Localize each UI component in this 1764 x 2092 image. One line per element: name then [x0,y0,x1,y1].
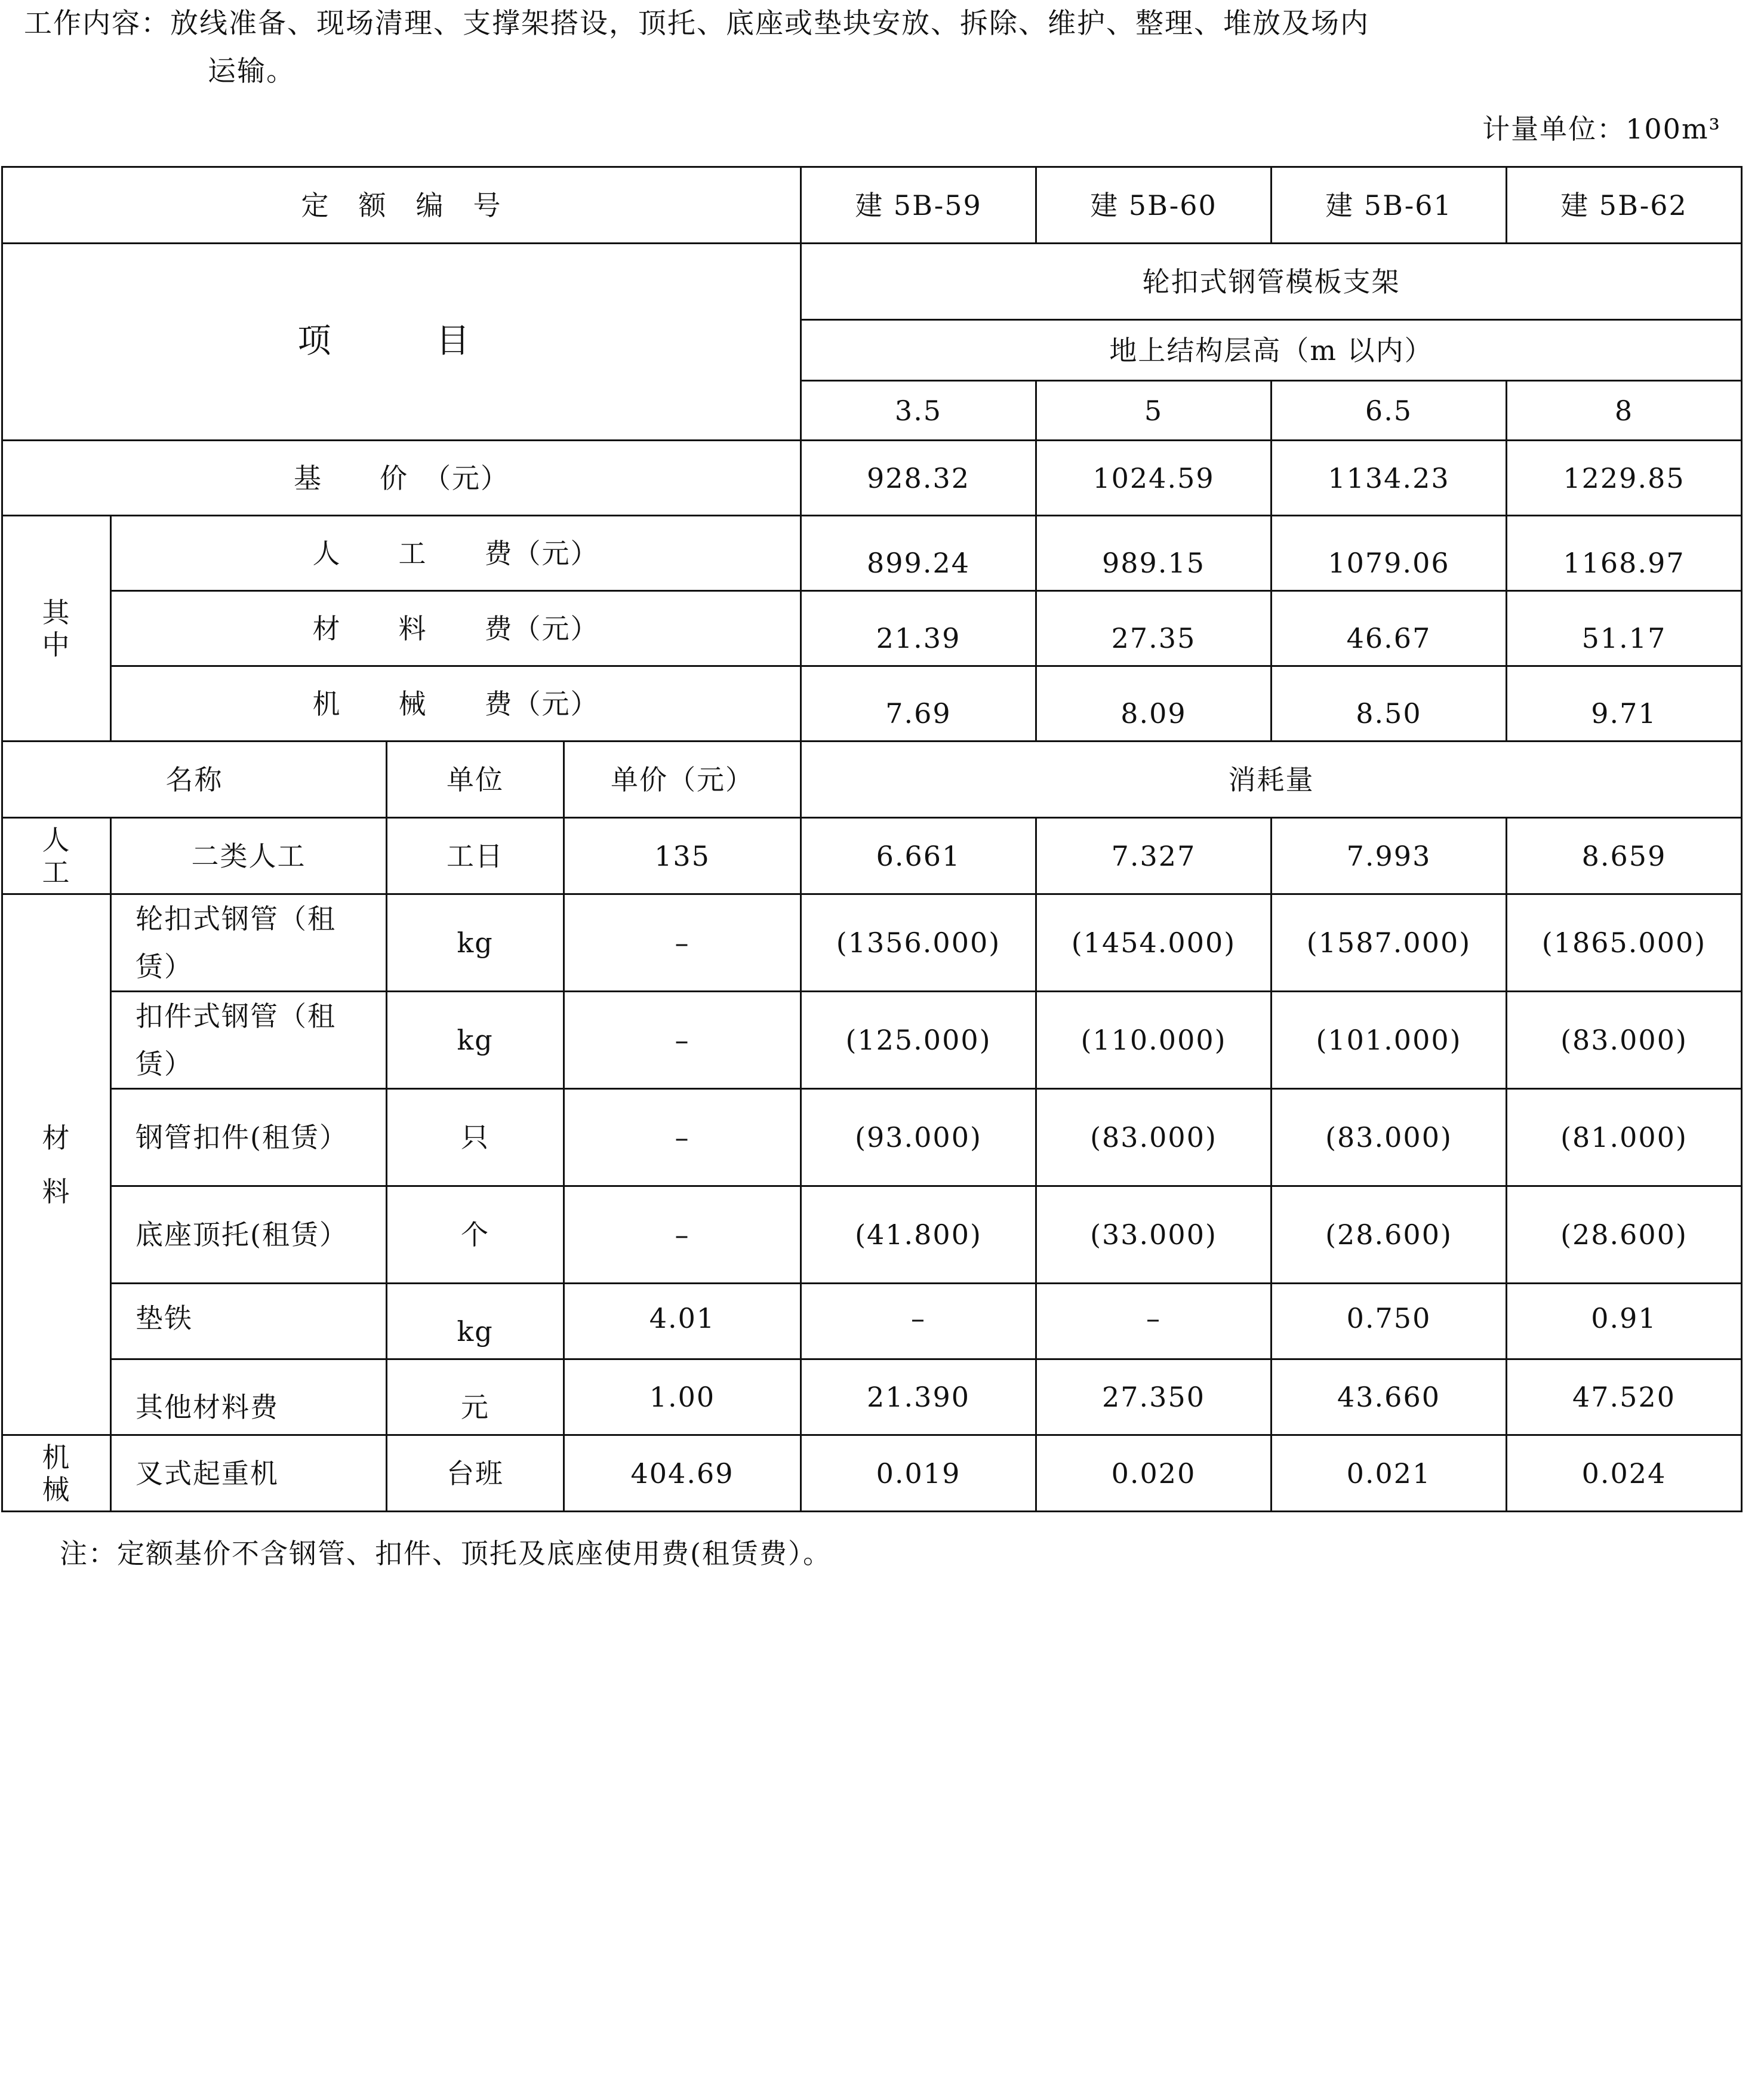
material-consumption: (93.000) [801,1089,1036,1186]
material-consumption: (83.000) [1272,1089,1507,1186]
material-consumption: 27.350 [1036,1359,1272,1435]
height-value: 6.5 [1272,381,1507,441]
material-consumption: 21.390 [801,1359,1036,1435]
column-header-unit: 单位 [387,742,564,818]
quota-code: 建 5B-62 [1507,167,1742,244]
material-consumption: (28.600) [1272,1186,1507,1284]
labor-consumption: 7.327 [1036,818,1272,894]
material-price: – [564,1186,801,1284]
machine-group-label: 机械 [2,1435,111,1512]
material-consumption: (83.000) [1036,1089,1272,1186]
material-name: 轮扣式钢管（租赁） [111,894,387,992]
material-consumption: (110.000) [1036,992,1272,1089]
base-price: 928.32 [801,441,1036,516]
measurement-unit: 计量单位：100m³ [1482,113,1721,145]
material-row [2,1089,1742,1186]
labor-row [2,818,1742,894]
machine-consumption: 0.024 [1507,1435,1742,1512]
material-group-label: 材料 [2,894,111,1435]
machine-cost: 9.71 [1507,666,1742,742]
qizhong-label: 其中 [2,516,111,742]
column-header-row [2,742,1742,818]
material-consumption: 43.660 [1272,1359,1507,1435]
material-price: – [564,894,801,992]
material-consumption: (125.000) [801,992,1036,1089]
material-name: 底座顶托(租赁） [111,1186,387,1284]
material-price: 4.01 [564,1284,801,1359]
material-consumption: 0.91 [1507,1284,1742,1359]
footnote: 注：定额基价不含钢管、扣件、顶托及底座使用费(租赁费）。 [60,1537,832,1570]
material-unit: kg [387,894,564,992]
material-row [2,992,1742,1089]
material-row [2,1186,1742,1284]
material-consumption: (1454.000) [1036,894,1272,992]
labor-name: 二类人工 [111,818,387,894]
material-unit: 个 [387,1186,564,1284]
material-cost-row [2,591,1742,666]
base-price: 1024.59 [1036,441,1272,516]
material-unit: kg [387,1284,564,1359]
material-consumption: (33.000) [1036,1186,1272,1284]
labor-group-label: 人工 [2,818,111,894]
item-label: 项 目 [2,244,801,441]
material-consumption: (41.800) [801,1186,1036,1284]
column-header-price: 单价（元） [564,742,801,818]
material-consumption: (1356.000) [801,894,1036,992]
height-value: 5 [1036,381,1272,441]
labor-price: 135 [564,818,801,894]
material-consumption: (1587.000) [1272,894,1507,992]
machine-cost: 7.69 [801,666,1036,742]
material-unit: 元 [387,1359,564,1435]
machine-consumption: 0.021 [1272,1435,1507,1512]
material-row [2,1284,1742,1359]
material-consumption: 47.520 [1507,1359,1742,1435]
height-label: 地上结构层高（m 以内） [801,320,1742,381]
material-row [2,894,1742,992]
material-consumption: 0.750 [1272,1284,1507,1359]
machine-name: 叉式起重机 [111,1435,387,1512]
quota-code-row [2,167,1742,244]
labor-cost-row [2,516,1742,591]
material-cost-label: 材 料 费（元） [111,591,801,666]
height-value: 8 [1507,381,1742,441]
machine-cost-label: 机 械 费（元） [111,666,801,742]
labor-cost: 989.15 [1036,516,1272,591]
quota-table [1,166,1743,1512]
machine-unit: 台班 [387,1435,564,1512]
column-header-name: 名称 [2,742,387,818]
quota-code: 建 5B-59 [801,167,1036,244]
labor-consumption: 6.661 [801,818,1036,894]
labor-cost: 899.24 [801,516,1036,591]
material-consumption: – [801,1284,1036,1359]
column-header-consumption: 消耗量 [801,742,1742,818]
labor-unit: 工日 [387,818,564,894]
material-consumption: (83.000) [1507,992,1742,1089]
machine-cost: 8.50 [1272,666,1507,742]
base-price: 1134.23 [1272,441,1507,516]
material-row [2,1359,1742,1435]
base-price-label: 基 价 （元） [2,441,801,516]
machine-cost-row [2,666,1742,742]
labor-consumption: 7.993 [1272,818,1507,894]
labor-cost: 1079.06 [1272,516,1507,591]
material-name: 钢管扣件(租赁） [111,1089,387,1186]
quota-code: 建 5B-61 [1272,167,1507,244]
machine-consumption: 0.019 [801,1435,1036,1512]
material-consumption: (101.000) [1272,992,1507,1089]
material-consumption: (28.600) [1507,1186,1742,1284]
machine-cost: 8.09 [1036,666,1272,742]
base-price: 1229.85 [1507,441,1742,516]
work-content [24,0,1743,96]
material-unit: 只 [387,1089,564,1186]
category-label: 轮扣式钢管模板支架 [801,244,1742,320]
material-unit: kg [387,992,564,1089]
labor-consumption: 8.659 [1507,818,1742,894]
machine-row [2,1435,1742,1512]
material-cost: 51.17 [1507,591,1742,666]
material-name: 其他材料费 [111,1359,387,1435]
quota-code: 建 5B-60 [1036,167,1272,244]
material-consumption: (81.000) [1507,1089,1742,1186]
labor-cost: 1168.97 [1507,516,1742,591]
material-cost: 21.39 [801,591,1036,666]
machine-consumption: 0.020 [1036,1435,1272,1512]
material-cost: 27.35 [1036,591,1272,666]
material-price: – [564,992,801,1089]
material-price: 1.00 [564,1359,801,1435]
material-consumption: (1865.000) [1507,894,1742,992]
material-consumption: – [1036,1284,1272,1359]
material-name: 垫铁 [111,1284,387,1359]
base-price-row [2,441,1742,516]
material-price: – [564,1089,801,1186]
quota-code-label: 定 额 编 号 [2,167,801,244]
machine-price: 404.69 [564,1435,801,1512]
work-content-line-1: 工作内容：放线准备、现场清理、支撑架搭设，顶托、底座或垫块安放、拆除、维护、整理、堆放及场内 [24,7,1369,40]
work-content-line-2: 运输。 [208,55,295,88]
height-value: 3.5 [801,381,1036,441]
material-cost: 46.67 [1272,591,1507,666]
category-row [2,244,1742,320]
labor-cost-label: 人 工 费（元） [111,516,801,591]
material-name: 扣件式钢管（租赁） [111,992,387,1089]
